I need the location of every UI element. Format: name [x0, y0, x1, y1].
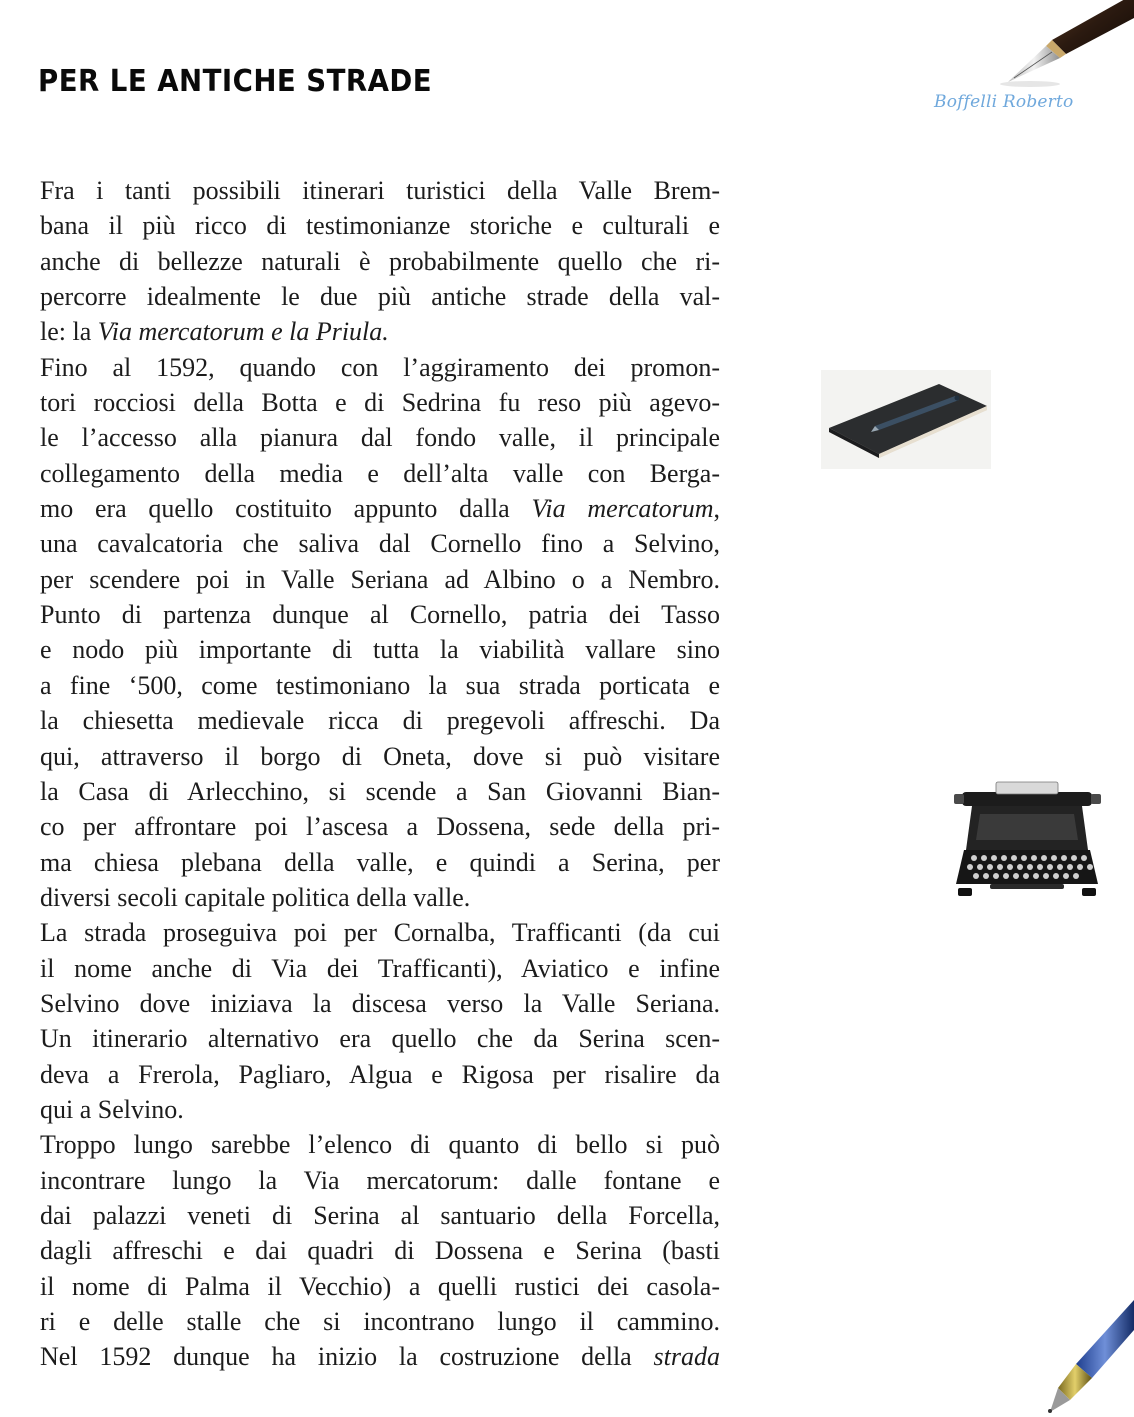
text-line: il nome anche di Via dei Trafficanti), Aviatico e infine	[40, 953, 720, 983]
text-line: qui a Selvino.	[40, 1094, 184, 1124]
text-line: diversi secoli capitale politica della valle.	[40, 882, 471, 912]
text-line: deva a Frerola, Pagliaro, Algua e Rigosa per risalire da	[40, 1059, 720, 1089]
text-line: Selvino dove iniziava la discesa verso la Valle Seriana.	[40, 988, 720, 1018]
italic-segment: Via mercatorum	[531, 494, 714, 524]
ballpoint-pen-icon	[1040, 1300, 1134, 1417]
text-segment: le: la	[40, 317, 98, 347]
text-segment: ,	[713, 494, 720, 524]
text-segment: Nel 1592 dunque ha inizio la costruzione della	[40, 1342, 654, 1372]
italic-segment: Via mercatorum e la Priula.	[97, 317, 389, 347]
text-line: Fino al 1592, quando con l’aggiramento dei promon-	[40, 352, 720, 382]
text-segment: mo era quello costituito appunto dalla	[40, 494, 532, 524]
text-line: La strada proseguiva poi per Cornalba, Trafficanti (da cui	[40, 918, 720, 948]
text-line: dai palazzi veneti di Serina al santuario della Forcella,	[40, 1200, 720, 1230]
text-line: Fra i tanti possibili itinerari turistici della Valle Brem-	[40, 176, 720, 205]
text-line: anche di bellezze naturali è probabilmente quello che ri-	[40, 246, 720, 276]
text-line: dagli affreschi e dai quadri di Dossena e Serina (basti	[40, 1236, 720, 1266]
text-line: co per affrontare poi l’ascesa a Dossena, sede della pri-	[40, 812, 720, 842]
text-line: incontrare lungo la Via mercatorum: dalle fontane e	[40, 1165, 720, 1195]
italic-segment: strada	[653, 1342, 720, 1372]
text-line: percorre idealmente le due più antiche strade della val-	[40, 282, 720, 312]
text-line: ri e delle stalle che si incontrano lungo il cammino.	[40, 1307, 720, 1336]
text-line: il nome di Palma il Vecchio) a quelli rustici dei casola-	[40, 1271, 720, 1301]
text-line: ma chiesa plebana della valle, e quindi a Serina, per	[40, 847, 720, 877]
text-line: bana il più ricco di testimonianze storiche e culturali e	[40, 211, 720, 241]
article-body	[40, 173, 720, 1375]
typewriter-image	[950, 780, 1105, 898]
text-line: la Casa di Arlecchino, si scende a San Giovanni Bian-	[40, 776, 720, 806]
text-line	[40, 314, 720, 349]
notebook-with-pen-image	[821, 370, 991, 469]
text-line: una cavalcatoria che saliva dal Cornello fino a Selvino,	[40, 529, 720, 559]
text-line: e nodo più importante di tutta la viabilità vallare sino	[40, 635, 720, 665]
text-line	[40, 1339, 720, 1374]
text-line: qui, attraverso il borgo di Oneta, dove si può visitare	[40, 741, 720, 771]
text-line: Punto di partenza dunque al Cornello, patria dei Tasso	[40, 600, 720, 630]
text-line: la chiesetta medievale ricca di pregevoli affreschi. Da	[40, 706, 720, 736]
text-line: per scendere poi in Valle Seriana ad Albino o a Nembro.	[40, 564, 720, 594]
text-line: le l’accesso alla pianura dal fondo valle, il principale	[40, 423, 720, 453]
text-line: Troppo lungo sarebbe l’elenco di quanto di bello si può	[40, 1130, 720, 1160]
text-line	[40, 491, 720, 526]
page-title: PER LE ANTICHE STRADE	[38, 64, 433, 99]
fountain-pen-icon	[990, 0, 1134, 90]
text-line: collegamento della media e dell’alta valle con Berga-	[40, 458, 720, 488]
text-line: tori rocciosi della Botta e di Sedrina fu reso più agevo-	[40, 388, 720, 418]
text-line: Un itinerario alternativo era quello che da Serina scen-	[40, 1024, 720, 1054]
text-line: a fine ‘500, come testimoniano la sua strada porticata e	[40, 670, 720, 700]
author-signature: Boffelli Roberto	[934, 92, 1074, 112]
